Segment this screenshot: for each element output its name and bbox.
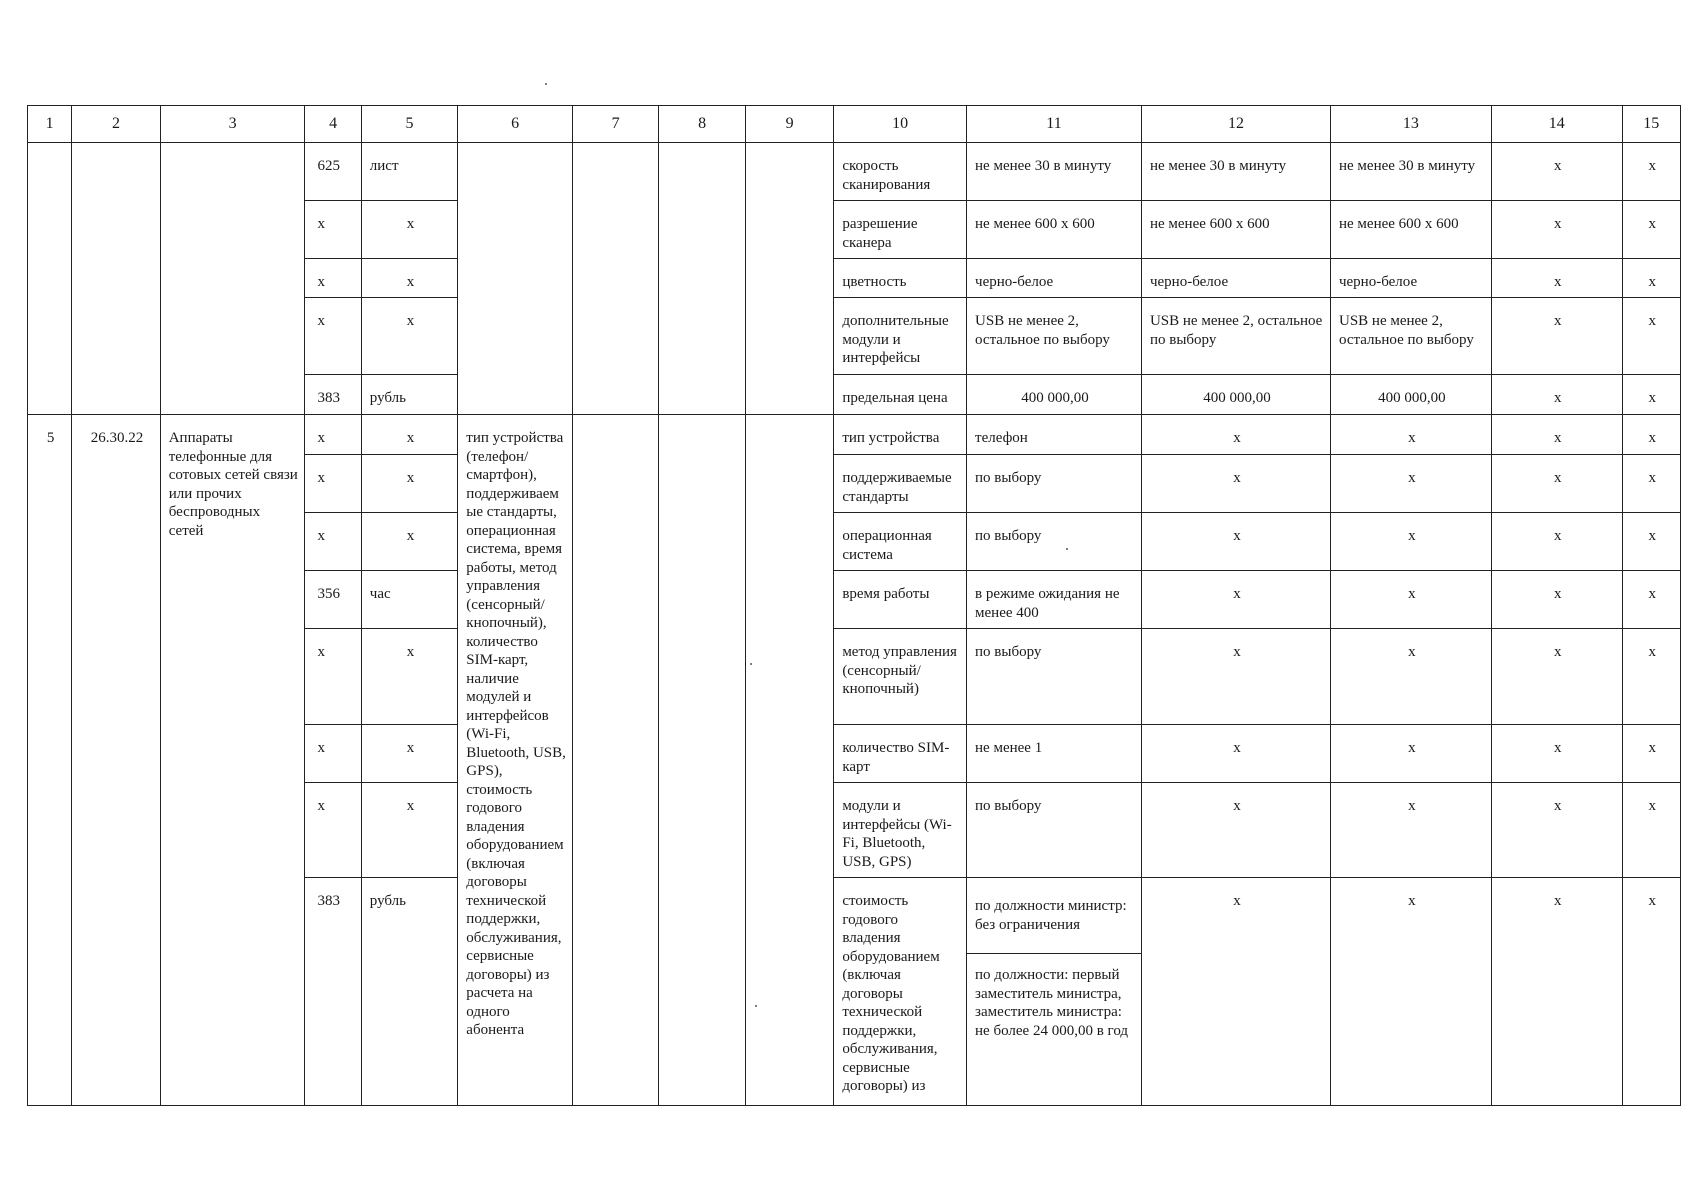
value-col-14: x xyxy=(1491,878,1622,1106)
cell-empty xyxy=(572,415,658,1106)
characteristic-name: количество SIM-карт xyxy=(834,725,967,783)
characteristic-name: предельная цена xyxy=(834,375,967,415)
value-col-11: USB не менее 2, остальное по выбору xyxy=(967,298,1142,375)
value-col-11: черно-белое xyxy=(967,259,1142,298)
characteristic-name: время работы xyxy=(834,571,967,629)
unit-name: лист xyxy=(361,143,458,201)
unit-name: x xyxy=(361,783,458,878)
col-header-4: 4 xyxy=(305,106,361,143)
unit-name: рубль xyxy=(361,375,458,415)
value-col-11: не менее 1 xyxy=(967,725,1142,783)
col-header-6: 6 xyxy=(458,106,573,143)
unit-code: 383 xyxy=(305,375,361,415)
value-col-15: x xyxy=(1622,783,1680,878)
characteristic-name: поддерживаемые стандарты xyxy=(834,455,967,513)
value-col-11: по выбору xyxy=(967,783,1142,878)
unit-name: час xyxy=(361,571,458,629)
value-col-15: x xyxy=(1622,571,1680,629)
value-col-14: x xyxy=(1491,629,1622,725)
characteristic-name: разрешение сканера xyxy=(834,201,967,259)
value-col-13: USB не менее 2, остальное по выбору xyxy=(1330,298,1491,375)
characteristic-name: стоимость годового владения оборудованием (включая договоры технической поддержки, обслуживания, сервисные договоры) из xyxy=(834,878,967,1106)
value-col-13: x xyxy=(1330,725,1491,783)
value-col-14: x xyxy=(1491,455,1622,513)
unit-code: 356 xyxy=(305,571,361,629)
characteristic-name: тип устройства xyxy=(834,415,967,455)
characteristic-name: дополнительные модули и интерфейсы xyxy=(834,298,967,375)
unit-name: x xyxy=(361,259,458,298)
value-col-12: черно-белое xyxy=(1141,259,1330,298)
value-col-11: телефон xyxy=(967,415,1142,455)
item-name: Аппараты телефонные для сотовых сетей связи или прочих беспроводных сетей xyxy=(160,415,305,1106)
value-col-14: x xyxy=(1491,783,1622,878)
value-col-15: x xyxy=(1622,201,1680,259)
table-row xyxy=(28,415,1681,455)
value-col-14: x xyxy=(1491,259,1622,298)
value-col-14: x xyxy=(1491,725,1622,783)
unit-code: x xyxy=(305,513,361,571)
col-header-2: 2 xyxy=(72,106,160,143)
col-header-3: 3 xyxy=(160,106,305,143)
value-col-13: не менее 30 в минуту xyxy=(1330,143,1491,201)
col-header-7: 7 xyxy=(572,106,658,143)
unit-code: x xyxy=(305,783,361,878)
table-row xyxy=(28,143,1681,201)
cell-empty xyxy=(28,143,72,415)
characteristic-name: метод управления (сенсорный/кнопочный) xyxy=(834,629,967,725)
value-col-11: по выбору xyxy=(967,629,1142,725)
value-col-11: не менее 30 в минуту xyxy=(967,143,1142,201)
unit-code: x xyxy=(305,455,361,513)
value-col-15: x xyxy=(1622,375,1680,415)
unit-name: x xyxy=(361,629,458,725)
value-col-13: x xyxy=(1330,571,1491,629)
value-col-14: x xyxy=(1491,201,1622,259)
characteristic-name: модули и интерфейсы (Wi-Fi, Bluetooth, USB, GPS) xyxy=(834,783,967,878)
value-col-13: не менее 600 x 600 xyxy=(1330,201,1491,259)
unit-name: x xyxy=(361,201,458,259)
value-col-11: по выбору xyxy=(967,513,1142,571)
col-header-15: 15 xyxy=(1622,106,1680,143)
value-col-12: x xyxy=(1141,571,1330,629)
item-number: 5 xyxy=(28,415,72,1106)
value-col-15: x xyxy=(1622,725,1680,783)
unit-code: x xyxy=(305,629,361,725)
characteristics-list: тип устройства (телефон/смартфон), поддерживаемые стандарты, операционная система, время работы, метод управления (сенсорный/кнопочный), количество SIM-карт, наличие модулей и интерфейсов (Wi-Fi, Bluetooth, USB, GPS), стоимость годового владения оборудованием (включая договоры технической поддержки, обслуживания, сервисные договоры) из расчета на одного абонента xyxy=(458,415,573,1106)
unit-name: x xyxy=(361,455,458,513)
cell-empty xyxy=(659,143,745,415)
unit-name: x xyxy=(361,513,458,571)
document-sheet xyxy=(27,105,1681,1106)
value-col-15: x xyxy=(1622,259,1680,298)
value-col-12: x xyxy=(1141,455,1330,513)
requirements-table xyxy=(27,105,1681,1106)
unit-code: x xyxy=(305,725,361,783)
col-header-12: 12 xyxy=(1141,106,1330,143)
unit-name: x xyxy=(361,415,458,455)
value-col-13: x xyxy=(1330,629,1491,725)
cell-empty xyxy=(745,143,833,415)
value-col-13: 400 000,00 xyxy=(1330,375,1491,415)
value-col-11-split xyxy=(967,878,1142,1106)
col-header-9: 9 xyxy=(745,106,833,143)
col-header-13: 13 xyxy=(1330,106,1491,143)
value-minister: по должности министр: без ограничения xyxy=(967,878,1141,954)
cell-empty xyxy=(745,415,833,1106)
characteristic-name: скорость сканирования xyxy=(834,143,967,201)
col-header-10: 10 xyxy=(834,106,967,143)
value-col-15: x xyxy=(1622,878,1680,1106)
characteristic-name: цветность xyxy=(834,259,967,298)
okpd-code: 26.30.22 xyxy=(72,415,160,1106)
value-col-12: x xyxy=(1141,783,1330,878)
scan-speck xyxy=(545,83,547,85)
unit-code: x xyxy=(305,259,361,298)
cell-empty xyxy=(572,143,658,415)
cell-empty xyxy=(659,415,745,1106)
cell-empty xyxy=(160,143,305,415)
value-col-13: черно-белое xyxy=(1330,259,1491,298)
value-col-14: x xyxy=(1491,143,1622,201)
value-col-13: x xyxy=(1330,415,1491,455)
col-header-5: 5 xyxy=(361,106,458,143)
value-col-12: 400 000,00 xyxy=(1141,375,1330,415)
col-header-8: 8 xyxy=(659,106,745,143)
column-number-row xyxy=(28,106,1681,143)
value-col-15: x xyxy=(1622,143,1680,201)
value-col-14: x xyxy=(1491,375,1622,415)
value-col-12: x xyxy=(1141,725,1330,783)
value-col-14: x xyxy=(1491,513,1622,571)
value-col-11: 400 000,00 xyxy=(967,375,1142,415)
unit-code: x xyxy=(305,298,361,375)
value-col-12: USB не менее 2, остальное по выбору xyxy=(1141,298,1330,375)
value-col-12: не менее 600 x 600 xyxy=(1141,201,1330,259)
unit-name: рубль xyxy=(361,878,458,1106)
unit-code: 383 xyxy=(305,878,361,1106)
cell-empty xyxy=(72,143,160,415)
value-col-13: x xyxy=(1330,878,1491,1106)
value-col-11: в режиме ожидания не менее 400 xyxy=(967,571,1142,629)
value-col-15: x xyxy=(1622,455,1680,513)
value-col-15: x xyxy=(1622,513,1680,571)
col-header-11: 11 xyxy=(967,106,1142,143)
characteristic-name: операционная система xyxy=(834,513,967,571)
col-header-14: 14 xyxy=(1491,106,1622,143)
value-col-11: не менее 600 x 600 xyxy=(967,201,1142,259)
value-col-12: не менее 30 в минуту xyxy=(1141,143,1330,201)
value-col-14: x xyxy=(1491,415,1622,455)
unit-name: x xyxy=(361,298,458,375)
value-col-12: x xyxy=(1141,415,1330,455)
value-col-15: x xyxy=(1622,629,1680,725)
value-col-11: по выбору xyxy=(967,455,1142,513)
value-col-15: x xyxy=(1622,415,1680,455)
value-col-12: x xyxy=(1141,513,1330,571)
col-header-1: 1 xyxy=(28,106,72,143)
value-col-13: x xyxy=(1330,513,1491,571)
value-col-12: x xyxy=(1141,878,1330,1106)
value-col-14: x xyxy=(1491,571,1622,629)
value-col-14: x xyxy=(1491,298,1622,375)
value-deputy-minister: по должности: первый заместитель министра, заместитель министра: не более 24 000,00 в год xyxy=(975,967,1129,1039)
value-col-15: x xyxy=(1622,298,1680,375)
cell-empty xyxy=(458,143,573,415)
unit-code: x xyxy=(305,201,361,259)
value-col-13: x xyxy=(1330,455,1491,513)
value-col-12: x xyxy=(1141,629,1330,725)
value-col-13: x xyxy=(1330,783,1491,878)
unit-code: x xyxy=(305,415,361,455)
unit-name: x xyxy=(361,725,458,783)
unit-code: 625 xyxy=(305,143,361,201)
